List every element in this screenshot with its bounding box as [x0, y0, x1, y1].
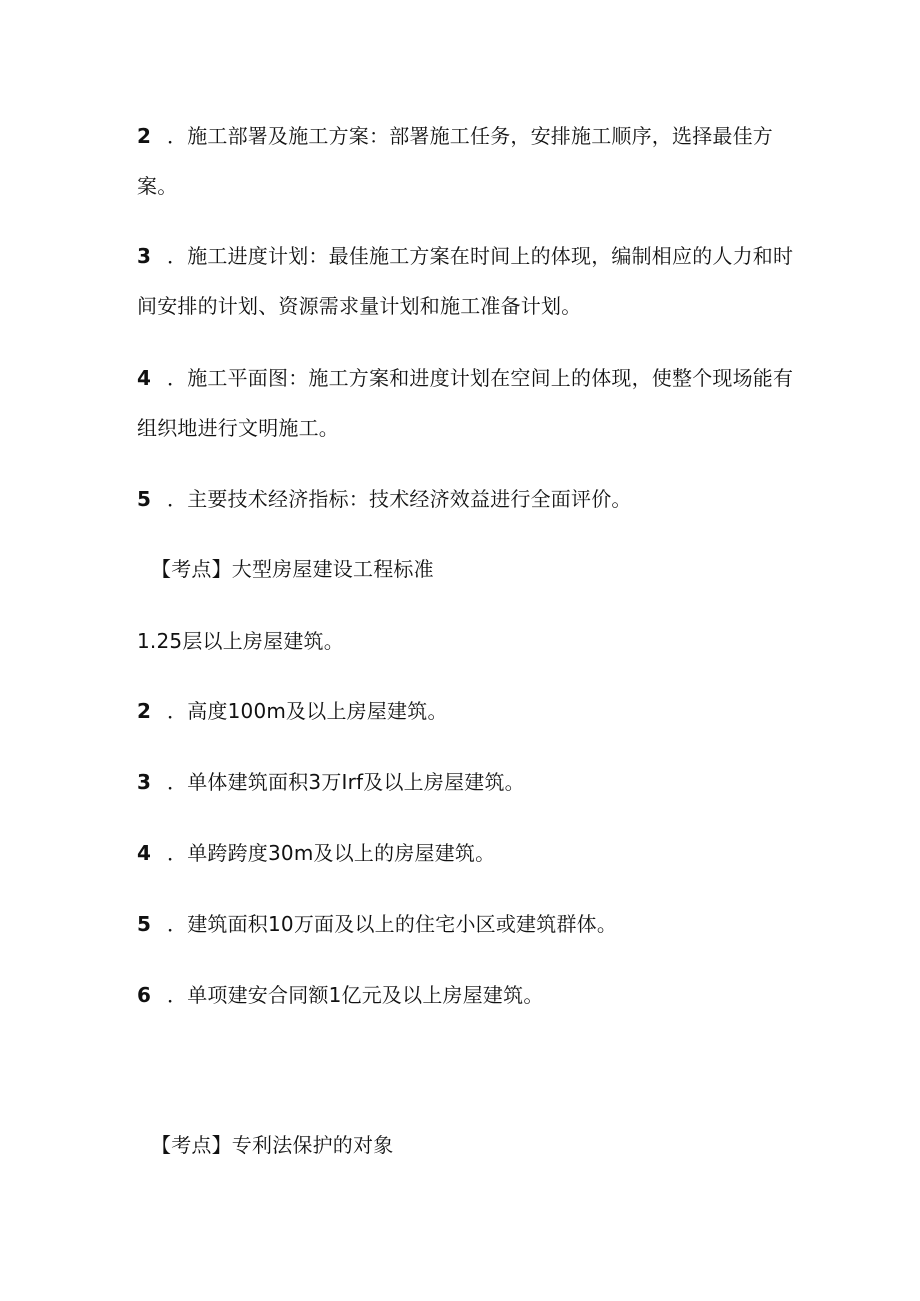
item-text: ．施工平面图：施工方案和进度计划在空间上的体现，使整个现场能有 — [167, 366, 794, 390]
item-text: ．单跨跨度30m及以上的房屋建筑。 — [167, 841, 496, 865]
section-heading-patent-law — [151, 1131, 393, 1159]
item-text: 间安排的计划、资源需求量计划和施工准备计划。 — [137, 294, 582, 318]
item-text: ．施工部署及施工方案：部署施工任务，安排施工顺序，选择最佳方 — [167, 124, 773, 148]
item-text: ．主要技术经济指标：技术经济效益进行全面评价。 — [167, 487, 632, 511]
item-text: 1.25层以上房屋建筑。 — [137, 629, 344, 653]
item-number: 2 — [137, 124, 152, 148]
heading-text: 【考点】大型房屋建设工程标准 — [151, 557, 434, 581]
item-number: 4 — [137, 841, 152, 865]
item-text: ．单体建筑面积3万Irf及以上房屋建筑。 — [167, 770, 525, 794]
item-text: 组织地进行文明施工。 — [137, 416, 339, 440]
item-number: 3 — [137, 770, 152, 794]
list-item-4-line-2 — [137, 414, 339, 442]
list-item-5 — [137, 485, 632, 513]
item-number: 5 — [137, 912, 152, 936]
item-text: 案。 — [137, 174, 178, 198]
standard-item-4 — [137, 839, 495, 867]
item-text: ．施工进度计划：最佳施工方案在时间上的体现，编制相应的人力和时 — [167, 244, 794, 268]
list-item-2-line-2 — [137, 172, 177, 200]
item-text: ．建筑面积10万面及以上的住宅小区或建筑群体。 — [167, 912, 618, 936]
list-item-4-line-1 — [137, 364, 793, 392]
list-item-2-line-1 — [137, 122, 773, 150]
list-item-3-line-1 — [137, 242, 793, 270]
item-number: 3 — [137, 244, 152, 268]
heading-text: 【考点】专利法保护的对象 — [151, 1133, 394, 1157]
item-text: ．高度100m及以上房屋建筑。 — [167, 699, 448, 723]
item-text: ．单项建安合同额1亿元及以上房屋建筑。 — [167, 983, 544, 1007]
standard-item-2 — [137, 697, 448, 725]
standard-item-5 — [137, 910, 617, 938]
standard-item-6 — [137, 981, 544, 1009]
item-number: 4 — [137, 366, 152, 390]
item-number: 2 — [137, 699, 152, 723]
item-number: 5 — [137, 487, 152, 511]
standard-item-1 — [137, 627, 344, 655]
standard-item-3 — [137, 768, 525, 796]
section-heading-building-standards — [151, 555, 434, 583]
list-item-3-line-2 — [137, 292, 581, 320]
item-number: 6 — [137, 983, 152, 1007]
